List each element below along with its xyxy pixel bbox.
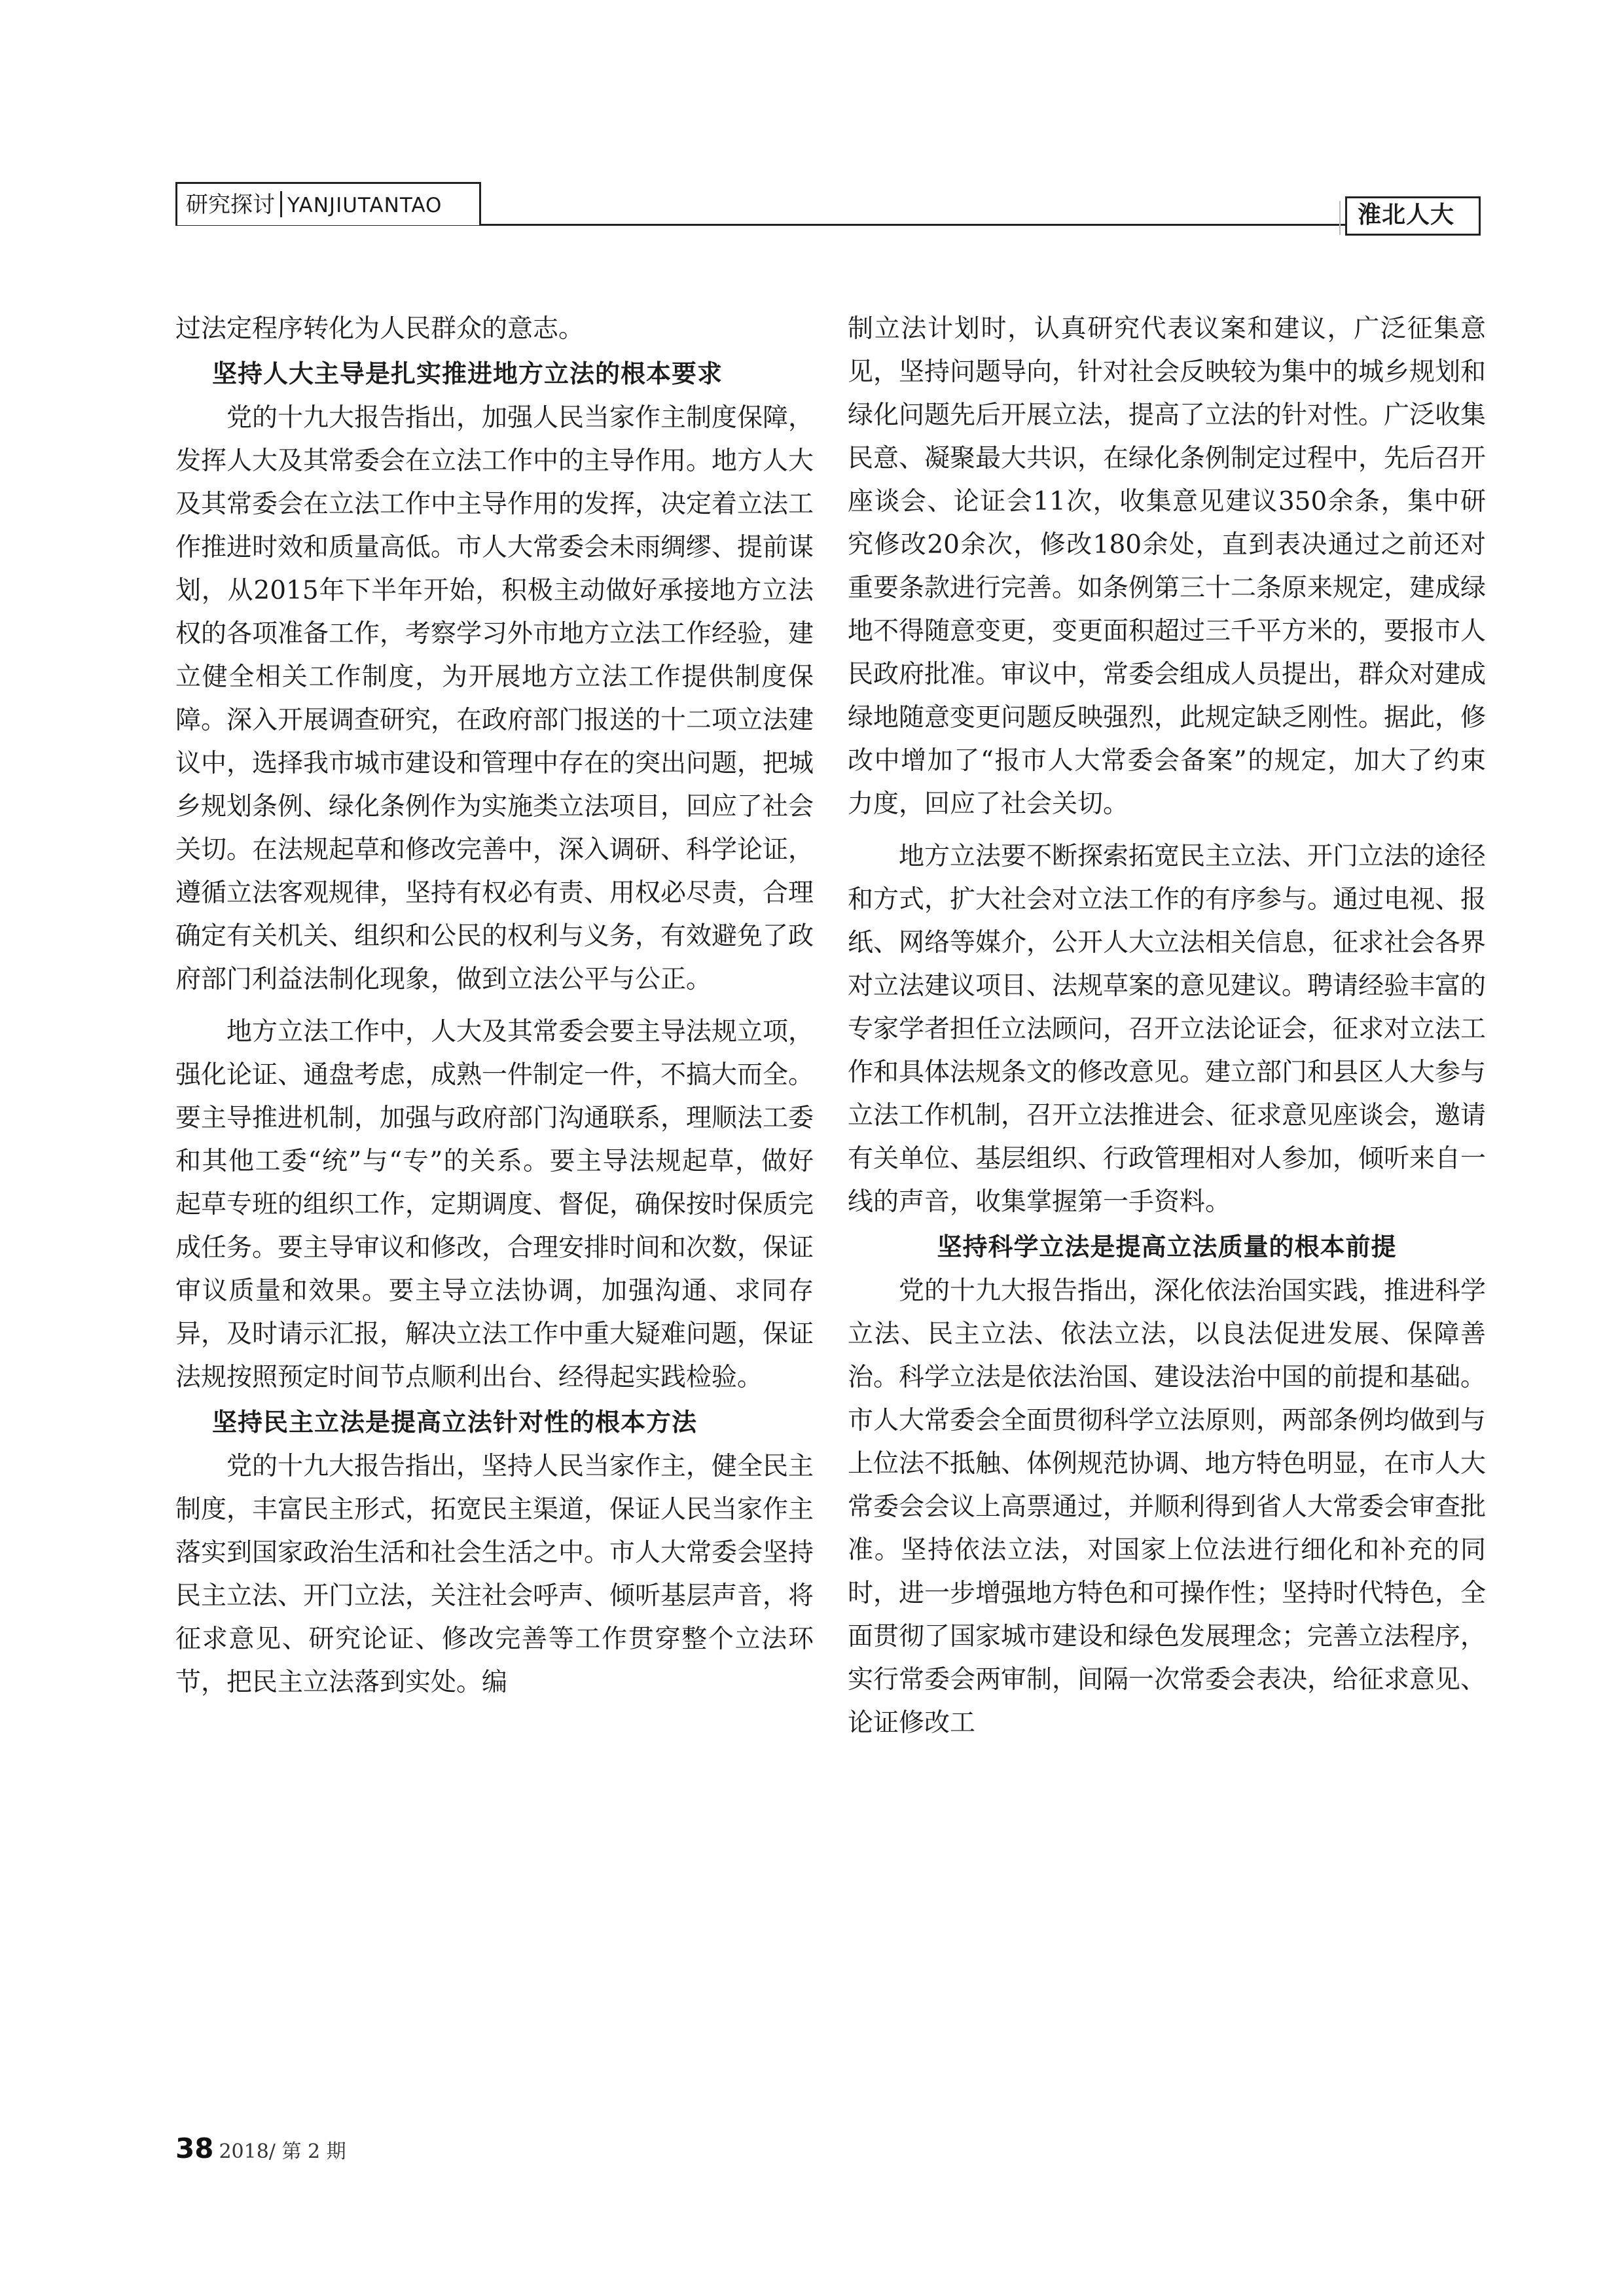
section-heading-people-congress-leading: 坚持人大主导是扎实推进地方立法的根本要求 bbox=[212, 359, 723, 388]
section-label-divider bbox=[280, 191, 282, 217]
section-label bbox=[186, 187, 442, 224]
section-label-en: YANJIUTANTAO bbox=[287, 194, 442, 217]
magazine-name: 淮北人大 bbox=[1358, 202, 1455, 228]
issue-label: 2018/ 第 2 期 bbox=[219, 2140, 346, 2163]
paragraph: 地方立法工作中，人大及其常委会要主导法规立项，强化论证、通盘考虑，成熟一件制定一件，不搞大而全。要主导推进机制，加强与政府部门沟通联系，理顺法工委和其他工委“统”与“专”的关系。要主导法规起草，做好起草专班的组织工作，定期调度、督促，确保按时保质完成任务。要主导审议和修改，合理安排时间和次数，保证审议质量和效果。要主导立法协调，加强沟通、求同存异，及时请示汇报，解决立法工作中重大疑难问题，保证法规按照预定时间节点顺利出台、经得起实践检验。 bbox=[175, 1017, 814, 1392]
paragraph: 党的十九大报告指出，深化依法治国实践，推进科学立法、民主立法、依法立法，以良法促进发展、保障善治。科学立法是依法治国、建设法治中国的前提和基础。市人大常委会全面贯彻科学立法原则，两部条例均做到与上位法不抵触、体例规范协调、地方特色明显，在市人大常委会会议上高票通过，并顺利得到省人大常委会审查批准。坚持依法立法，对国家上位法进行细化和补充的同时，进一步增强地方特色和可操作性；坚持时代特色，全面贯彻了国家城市建设和绿色发展理念；完善立法程序，实行常委会两审制，间隔一次常委会表决，给征求意见、论证修改工 bbox=[848, 1276, 1487, 1738]
section-heading-democratic-legislation: 坚持民主立法是提高立法针对性的根本方法 bbox=[212, 1408, 698, 1437]
paragraph-continued: 制立法计划时，认真研究代表议案和建议，广泛征集意见，坚持问题导向，针对社会反映较为集中的城乡规划和绿化问题先后开展立法，提高了立法的针对性。广泛收集民意、凝聚最大共识，在绿化条例制定过程中，先后召开座谈会、论证会11次，收集意见建议350余条，集中研究修改20余次，修改180余处，直到表决通过之前还对重要条款进行完善。如条例第三十二条原来规定，建成绿地不得随意变更，变更面积超过三千平方米的，要报市人民政府批准。审议中，常委会组成人员提出，群众对建成绿地随意变更问题反映强烈，此规定缺乏刚性。据此，修改中增加了“报市人大常委会备案”的规定，加大了约束力度，回应了社会关切。 bbox=[848, 314, 1487, 819]
paragraph: 地方立法要不断探索拓宽民主立法、开门立法的途径和方式，扩大社会对立法工作的有序参与。通过电视、报纸、网络等媒介，公开人大立法相关信息，征求社会各界对立法建议项目、法规草案的意见建议。聘请经验丰富的专家学者担任立法顾问，召开立法论证会，征求对立法工作和具体法规条文的修改意见。建立部门和县区人大参与立法工作机制，召开立法推进会、征求意见座谈会，邀请有关单位、基层组织、行政管理相对人参加，倾听来自一线的声音，收集掌握第一手资料。 bbox=[848, 842, 1487, 1217]
paragraph: 党的十九大报告指出，坚持人民当家作主，健全民主制度，丰富民主形式，拓宽民主渠道，保证人民当家作主落实到国家政治生活和社会生活之中。市人大常委会坚持民主立法、开门立法，关注社会呼声、倾听基层声音，将征求意见、研究论证、修改完善等工作贯穿整个立法环节，把民主立法落到实处。编 bbox=[175, 1452, 814, 1697]
left-column bbox=[175, 308, 814, 2009]
section-label-cn: 研究探讨 bbox=[186, 192, 275, 218]
paragraph-continued: 过法定程序转化为人民群众的意志。 bbox=[175, 314, 585, 344]
right-column bbox=[848, 308, 1486, 2009]
page-footer bbox=[175, 2132, 346, 2168]
paragraph: 党的十九大报告指出，加强人民当家作主制度保障，发挥人大及其常委会在立法工作中的主导作用。地方人大及其常委会在立法工作中主导作用的发挥，决定着立法工作推进时效和质量高低。市人大常委会未雨绸缪、提前谋划，从2015年下半年开始，积极主动做好承接地方立法权的各项准备工作，考察学习外市地方立法工作经验，建立健全相关工作制度，为开展地方立法工作提供制度保障。深入开展调查研究，在政府部门报送的十二项立法建议中，选择我市城市建设和管理中存在的突出问题，把城乡规划条例、绿化条例作为实施类立法项目，回应了社会关切。在法规起草和修改完善中，深入调研、科学论证，遵循立法客观规律，坚持有权必有责、用权必尽责，合理确定有关机关、组织和公民的权利与义务，有效避免了政府部门利益法制化现象，做到立法公平与公正。 bbox=[175, 403, 814, 994]
section-heading-scientific-legislation: 坚持科学立法是提高立法质量的根本前提 bbox=[937, 1232, 1397, 1261]
page-number: 38 bbox=[175, 2132, 214, 2164]
